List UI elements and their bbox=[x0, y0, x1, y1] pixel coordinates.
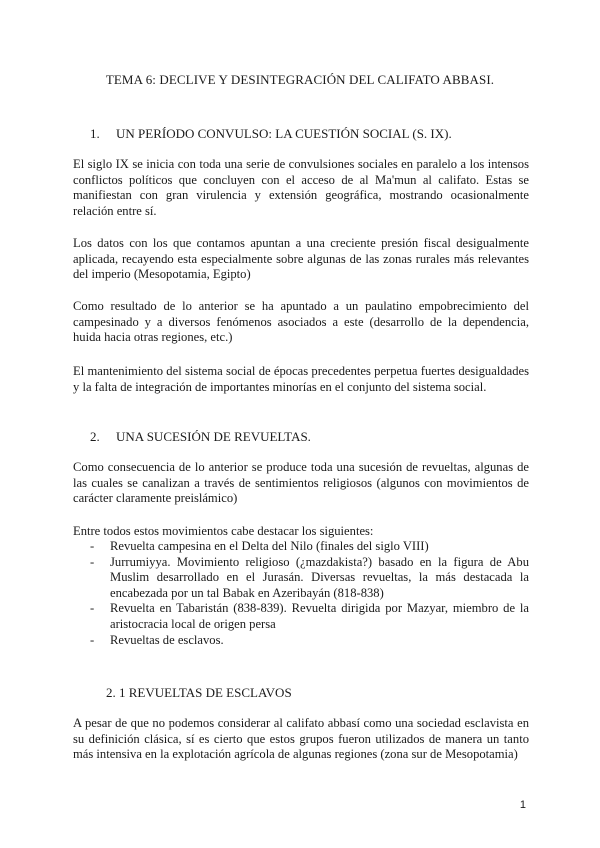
section-1-number: 1. bbox=[90, 126, 100, 141]
list-bullet: - bbox=[90, 632, 95, 647]
section-1-paragraph: El siglo IX se inicia con toda una serie de convulsiones sociales en paralelo a los intensos conflictos políticos que concluyen con el acceso de al Ma'mun al califato. Estas se manifiestan con gran virulencia y extensión geográfica, mostrando ocasionalmente relación entre sí. bbox=[73, 157, 529, 218]
section-2-number: 2. bbox=[90, 429, 100, 444]
section-1-paragraph: El mantenimiento del sistema social de épocas precedentes perpetua fuertes desigualdades y la falta de integración de importantes minorías en el conjunto del sistema social. bbox=[73, 364, 529, 394]
list-bullet: - bbox=[90, 601, 95, 616]
section-1-title: UN PERÍODO CONVULSO: LA CUESTIÓN SOCIAL (S. IX). bbox=[116, 126, 452, 141]
list-item: - Revueltas de esclavos. bbox=[90, 632, 224, 647]
list-bullet: - bbox=[90, 554, 95, 569]
list-item: - Revuelta en Tabaristán (838-839). Revuelta dirigida por Mazyar, miembro de la aristocracia local de origen persa bbox=[90, 601, 529, 631]
document-title: TEMA 6: DECLIVE Y DESINTEGRACIÓN DEL CALIFATO ABBASI. bbox=[105, 72, 495, 87]
section-2-1-paragraph: A pesar de que no podemos considerar al califato abbasí como una sociedad esclavista en su definición clásica, sí es cierto que estos grupos fueron utilizados de manera un tanto más intensiva en la explotación agrícola de algunas regiones (zona sur de Mesopotamia) bbox=[73, 716, 529, 762]
section-2-title: UNA SUCESIÓN DE REVUELTAS. bbox=[116, 429, 311, 444]
section-1-heading bbox=[90, 126, 452, 142]
list-bullet: - bbox=[90, 539, 95, 553]
section-1-paragraph: Los datos con los que contamos apuntan a una creciente presión fiscal desigualmente aplicada, recayendo esta especialmente sobre algunas de las zonas rurales más relevantes del imperio (Mesopotamia, Egipto) bbox=[73, 236, 529, 282]
page-number: 1 bbox=[519, 799, 526, 811]
section-2-heading bbox=[90, 429, 311, 445]
section-2-paragraph: Entre todos estos movimientos cabe destacar los siguientes: bbox=[73, 524, 374, 538]
list-item: - Revuelta campesina en el Delta del Nilo (finales del siglo VIII) bbox=[90, 539, 429, 553]
revolt-list bbox=[90, 539, 529, 648]
section-2-paragraph: Como consecuencia de lo anterior se produce toda una sucesión de revueltas, algunas de las cuales se canalizan a través de sentimientos religiosos (algunos con movimientos de carácter claramente preislámico) bbox=[73, 460, 529, 506]
list-item: - Jurrumiyya. Movimiento religioso (¿mazdakista?) basado en la figura de Abu Muslim desarrollado en el Jurasán. Diversas revueltas, la más destacada la encabezada por un tal Babak en Azeribayán (818-838) bbox=[90, 554, 529, 600]
section-2-1-heading: 2. 1 REVUELTAS DE ESCLAVOS bbox=[106, 685, 292, 700]
section-1-paragraph: Como resultado de lo anterior se ha apuntado a un paulatino empobrecimiento del campesinado y a diversos fenómenos asociados a este (desarrollo de la dependencia, huida hacia otras regiones, etc.) bbox=[73, 299, 529, 345]
